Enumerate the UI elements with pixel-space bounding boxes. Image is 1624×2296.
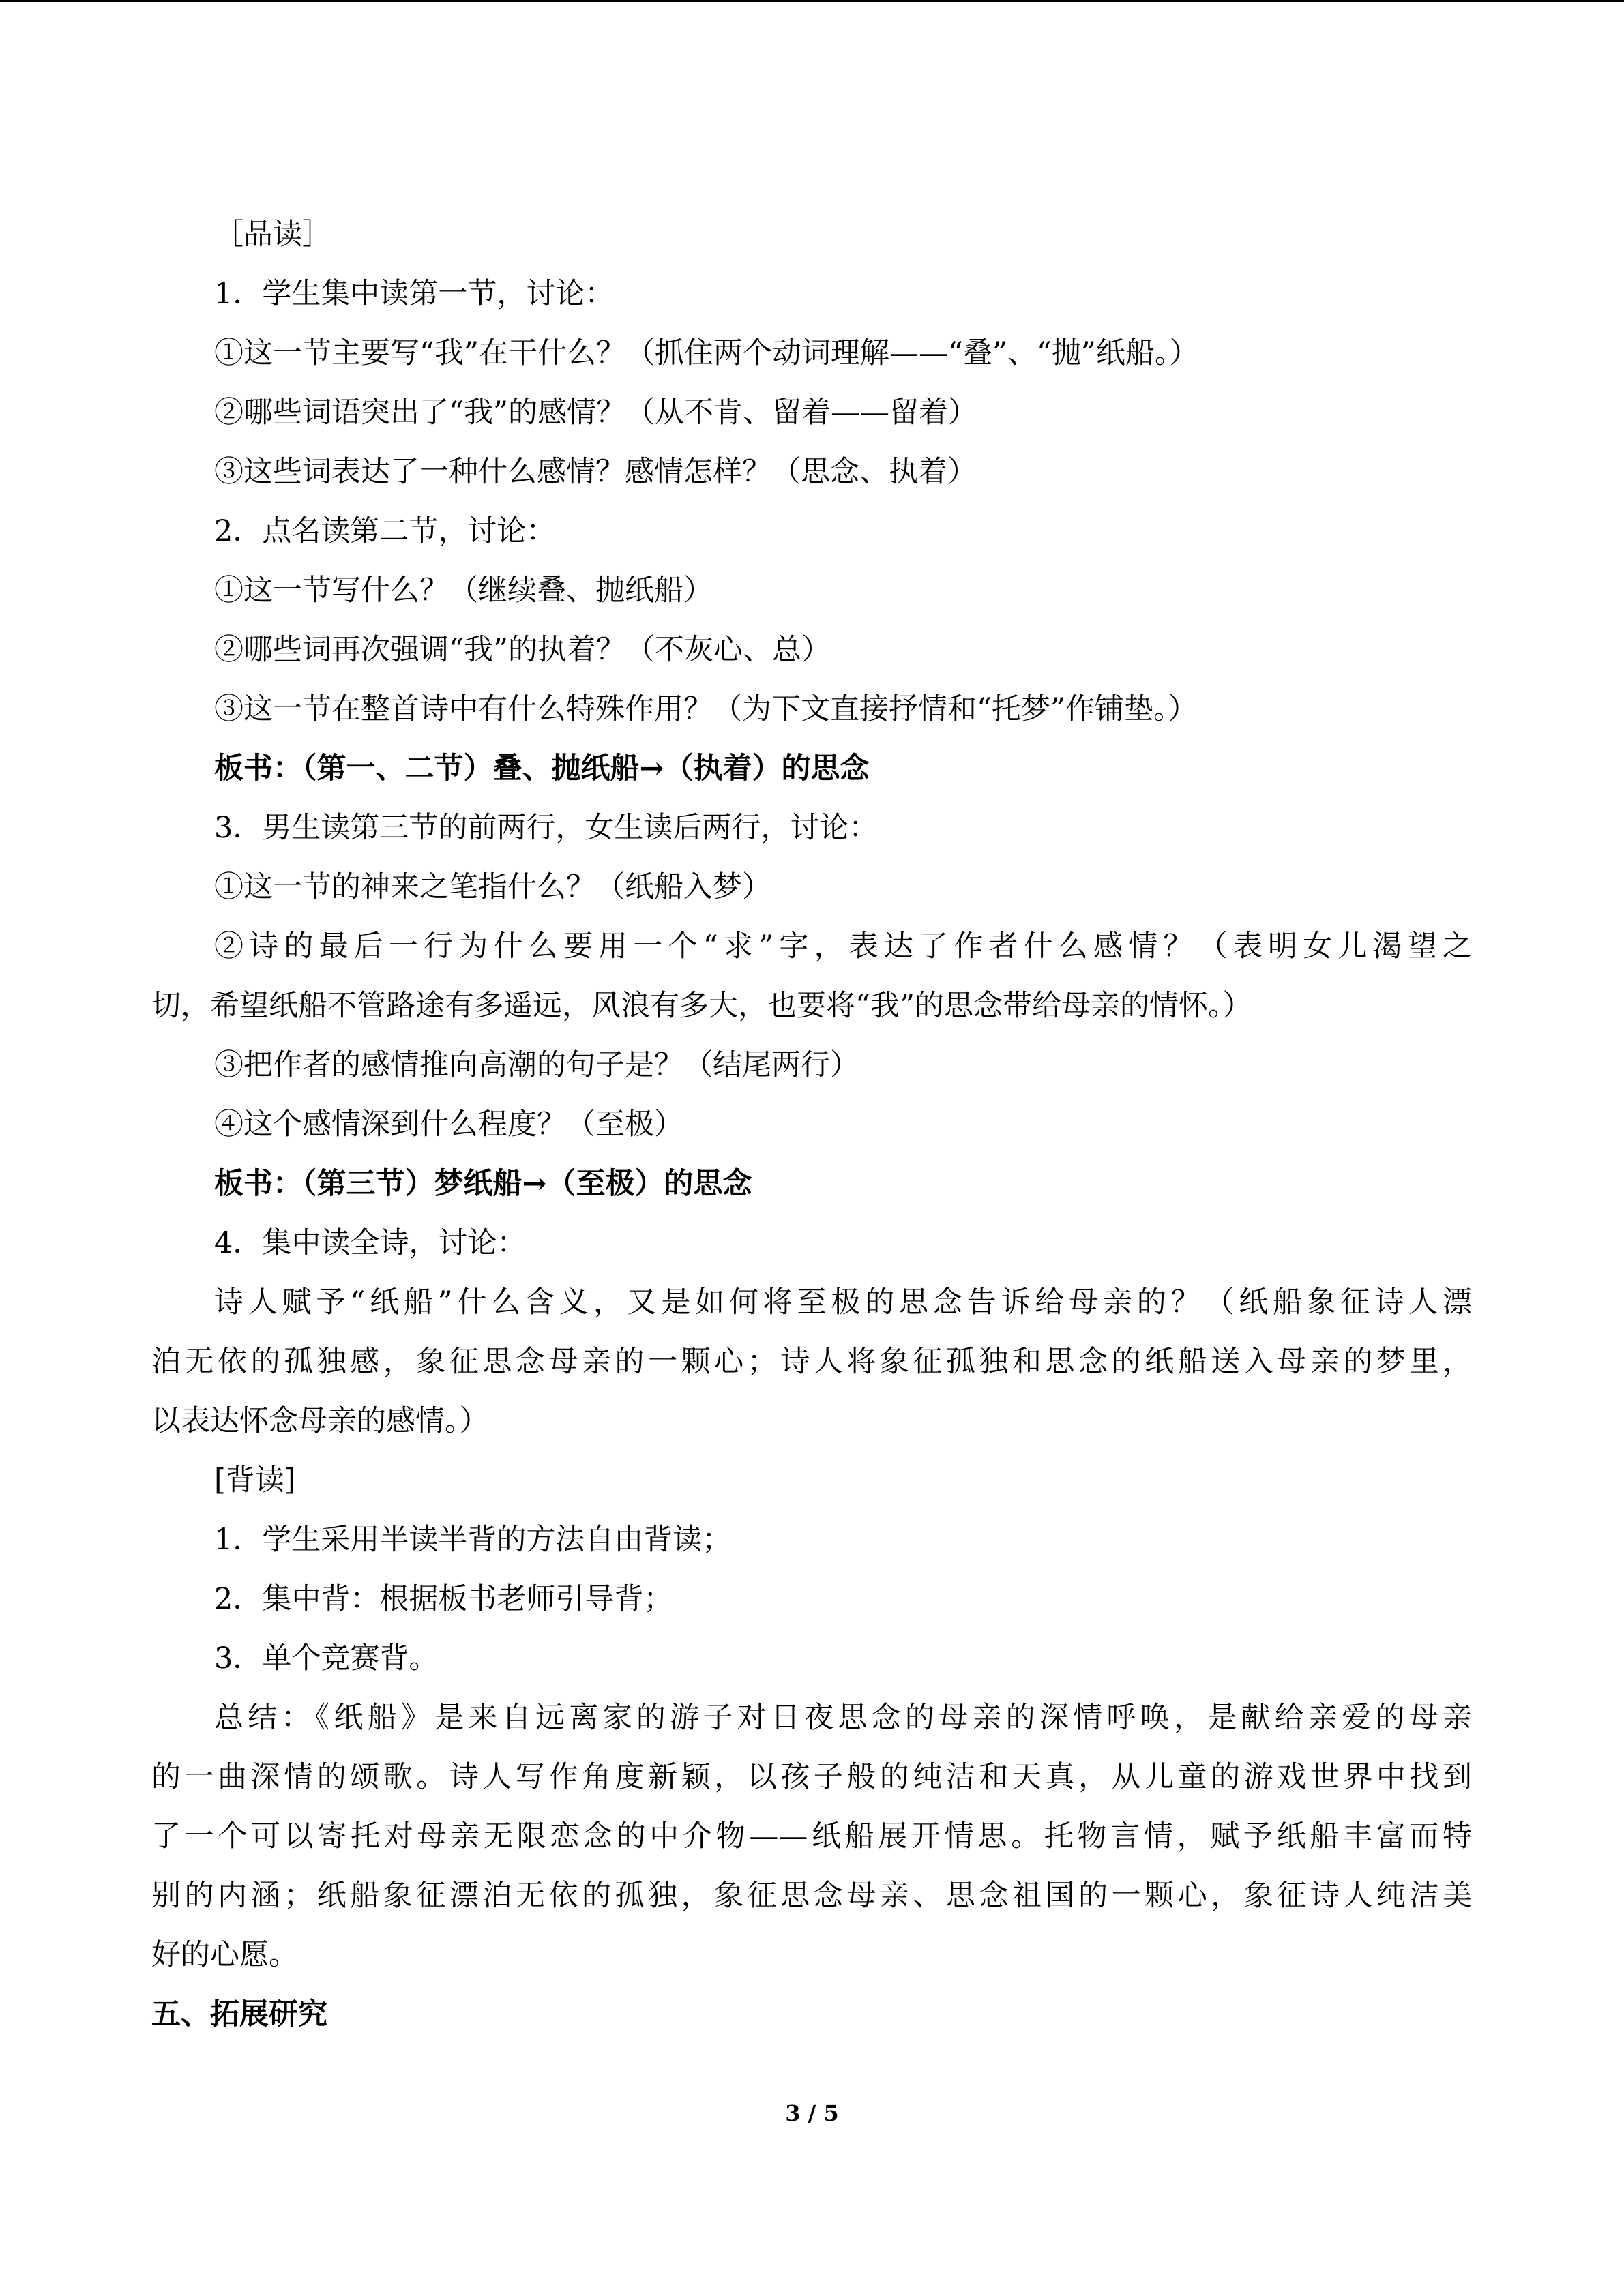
summary-line: 总结：《纸船》是来自远离家的游子对日夜思念的母亲的深情呼唤，是献给亲爱的母亲 xyxy=(214,1701,1472,1735)
paragraph-line: ①这一节主要写“我”在干什么？（抓住两个动词理解——“叠”、“抛”纸船。） xyxy=(214,336,1199,370)
paragraph-line: ③把作者的感情推向高潮的句子是？（结尾两行） xyxy=(214,1048,859,1082)
paragraph-line: ①这一节写什么？（继续叠、抛纸船） xyxy=(214,573,713,608)
page-number: 3 / 5 xyxy=(785,2100,839,2126)
paragraph-line: 3．男生读第三节的前两行，女生读后两行，讨论： xyxy=(214,811,879,845)
paragraph-line: 3．单个竞赛背。 xyxy=(214,1641,439,1675)
section-heading-pindu: ［品读］ xyxy=(214,218,331,252)
paragraph-line: 4．集中读全诗，讨论： xyxy=(214,1226,527,1260)
paragraph-line: 诗人赋予“纸船”什么含义，又是如何将至极的思念告诉给母亲的？（纸船象征诗人漂 xyxy=(214,1285,1472,1320)
paragraph-line: ②诗的最后一行为什么要用一个“求”字，表达了作者什么感情？（表明女儿渴望之 xyxy=(214,929,1472,964)
section-heading-beidu: [背读] xyxy=(214,1463,296,1497)
paragraph-line: 2．点名读第二节，讨论： xyxy=(214,514,556,548)
paragraph-line: ②哪些词再次强调“我”的执着？（不灰心、总） xyxy=(214,633,831,667)
blackboard-note-2: 板书：（第三节）梦纸船→（至极）的思念 xyxy=(214,1167,752,1201)
paragraph-line: 2．集中背：根据板书老师引导背； xyxy=(214,1582,673,1616)
paragraph-line: ①这一节的神来之笔指什么？（纸船入梦） xyxy=(214,870,771,904)
paragraph-line: ③这些词表达了一种什么感情？感情怎样？（思念、执着） xyxy=(214,455,977,489)
paragraph-line: 切，希望纸船不管路途有多遥远，风浪有多大，也要将“我”的思念带给母亲的情怀。） xyxy=(151,989,1252,1023)
paragraph-line: ②哪些词语突出了“我”的感情？（从不肯、留着——留着） xyxy=(214,396,977,430)
paragraph-line: 泊无依的孤独感，象征思念母亲的一颗心；诗人将象征孤独和思念的纸船送入母亲的梦里， xyxy=(151,1345,1472,1379)
summary-line: 了一个可以寄托对母亲无限恋念的中介物——纸船展开情思。托物言情，赋予纸船丰富而特 xyxy=(151,1819,1472,1853)
section-heading-extension: 五、拓展研究 xyxy=(151,1997,327,2031)
paragraph-line: 1．学生采用半读半背的方法自由背读； xyxy=(214,1523,732,1557)
summary-line: 好的心愿。 xyxy=(151,1938,298,1972)
summary-line: 的一曲深情的颂歌。诗人写作角度新颖，以孩子般的纯洁和天真，从儿童的游戏世界中找到 xyxy=(151,1760,1472,1794)
paragraph-line: 以表达怀念母亲的感情。） xyxy=(151,1404,489,1438)
paragraph-line: ④这个感情深到什么程度？（至极） xyxy=(214,1107,683,1142)
paragraph-line: ③这一节在整首诗中有什么特殊作用？（为下文直接抒情和“托梦”作铺垫。） xyxy=(214,692,1198,726)
top-border-line xyxy=(0,0,1624,2)
paragraph-line: 1．学生集中读第一节，讨论： xyxy=(214,277,615,311)
blackboard-note-1: 板书：（第一、二节）叠、抛纸船→（执着）的思念 xyxy=(214,751,870,786)
summary-line: 别的内涵；纸船象征漂泊无依的孤独，象征思念母亲、思念祖国的一颗心，象征诗人纯洁美 xyxy=(151,1879,1472,1913)
